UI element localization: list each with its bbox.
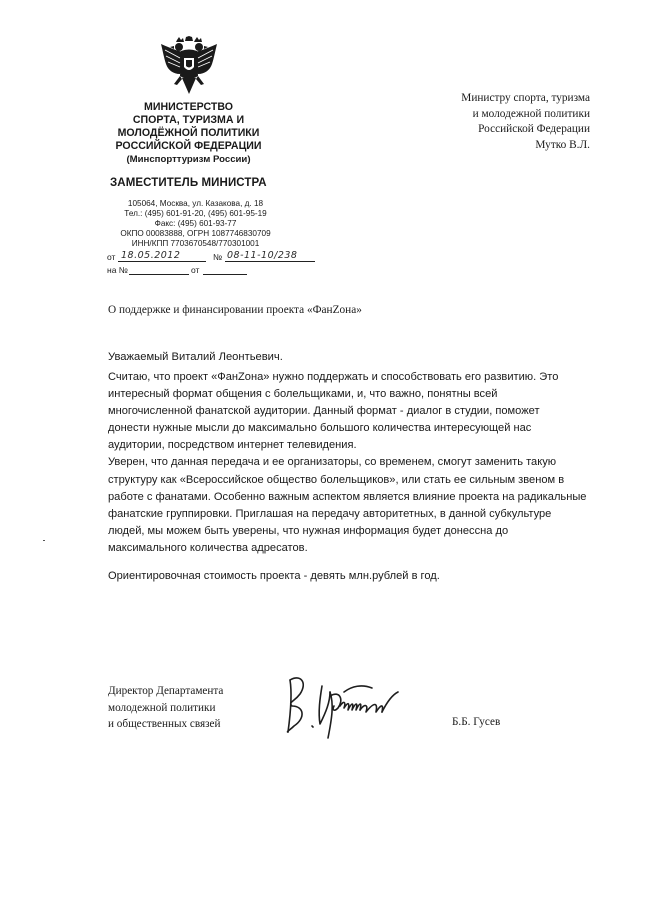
date-label: от: [107, 252, 116, 262]
letter-body: [108, 369, 608, 557]
body-line: структуру как «Всероссийское общество болельщиков», или стать ее сильным звеном в: [108, 473, 565, 486]
signer-position: Директор Департамента молодежной политики и общественных связей: [108, 685, 224, 730]
body-line: работе с фанатами. Особенно важным аспектом является влияние проекта на радикальные: [108, 490, 587, 503]
inn-line: ИНН/КПП 7703670548/770301001: [131, 239, 260, 248]
addressee-name: Мутко В.Л.: [535, 138, 590, 151]
reference-from-line: [203, 274, 247, 275]
okpo-line: ОКПО 00083888, ОГРН 1087746830709: [120, 229, 271, 238]
body-line: многочисленной фанатской аудитории. Данный формат - диалог в студии, поможет: [108, 405, 540, 418]
double-headed-eagle-icon: [160, 36, 218, 98]
body-line: Считаю, что проект «ФанZона» нужно поддержать и способствовать его развитию. Это: [108, 371, 559, 383]
body-line: донести нужные мысли до максимально большого количества интересующей нас: [108, 422, 532, 435]
greeting: Уважаемый Виталий Леонтьевич.: [108, 351, 283, 363]
fax-line: Факс: (495) 601-93-77: [154, 219, 237, 228]
letter-subject: О поддержке и финансировании проекта «ФанZона»: [108, 304, 362, 316]
number-value: 08-11-10/238: [227, 250, 298, 261]
body-line: аудитории, посредством интернет телевидения.: [108, 439, 357, 452]
number-label: №: [213, 252, 223, 262]
ministry-name: МИНИСТЕРСТВО СПОРТА, ТУРИЗМА И МОЛОДЁЖНОЙ ПОЛИТИКИ РОССИЙСКОЙ ФЕДЕРАЦИИ (Минспорттуризм России): [96, 101, 281, 166]
cost-line: Ориентировочная стоимость проекта - девять млн.рублей в год.: [108, 570, 440, 582]
registration-block: [107, 251, 317, 281]
body-line: людей, мы можем быть уверены, что нужная информация будет донессна до: [108, 524, 509, 537]
reference-line: [129, 274, 189, 275]
addressee-block: Министру спорта, туризма и молодежной политики Российской Федерации Мутко В.Л.: [420, 91, 590, 153]
reference-label: на №: [107, 265, 128, 275]
ministry-short-name: (Минспорттуризм России): [126, 154, 251, 165]
body-line: Уверен, что данная передача и ее организаторы, со временем, смогут заменить такую: [108, 456, 557, 469]
ministry-requisites: [108, 199, 283, 249]
number-line: [225, 261, 315, 262]
scan-speck: [43, 540, 45, 541]
date-value: 18.05.2012: [121, 250, 181, 261]
registration-row: [107, 251, 317, 263]
date-line: [118, 261, 206, 262]
reference-row: [107, 264, 317, 276]
address-line: 105064, Москва, ул. Казакова, д. 18: [127, 199, 264, 208]
body-line: интересный формат общения с болельщиками, и, что важно, понятны всей: [108, 388, 498, 401]
body-line: фанатские группировки. Приглашая на передачу авторитетных, в данной субкультуре: [108, 507, 552, 520]
signer-name: Б.Б. Гусев: [452, 716, 501, 728]
handwritten-signature: [282, 672, 407, 742]
position-title: ЗАМЕСТИТЕЛЬ МИНИСТРА: [110, 177, 267, 189]
reference-from-label: от: [191, 265, 200, 275]
body-line: максимального количества адресатов.: [108, 541, 308, 554]
phone-line: Тел.: (495) 601-91-20, (495) 601-95-19: [124, 209, 267, 218]
